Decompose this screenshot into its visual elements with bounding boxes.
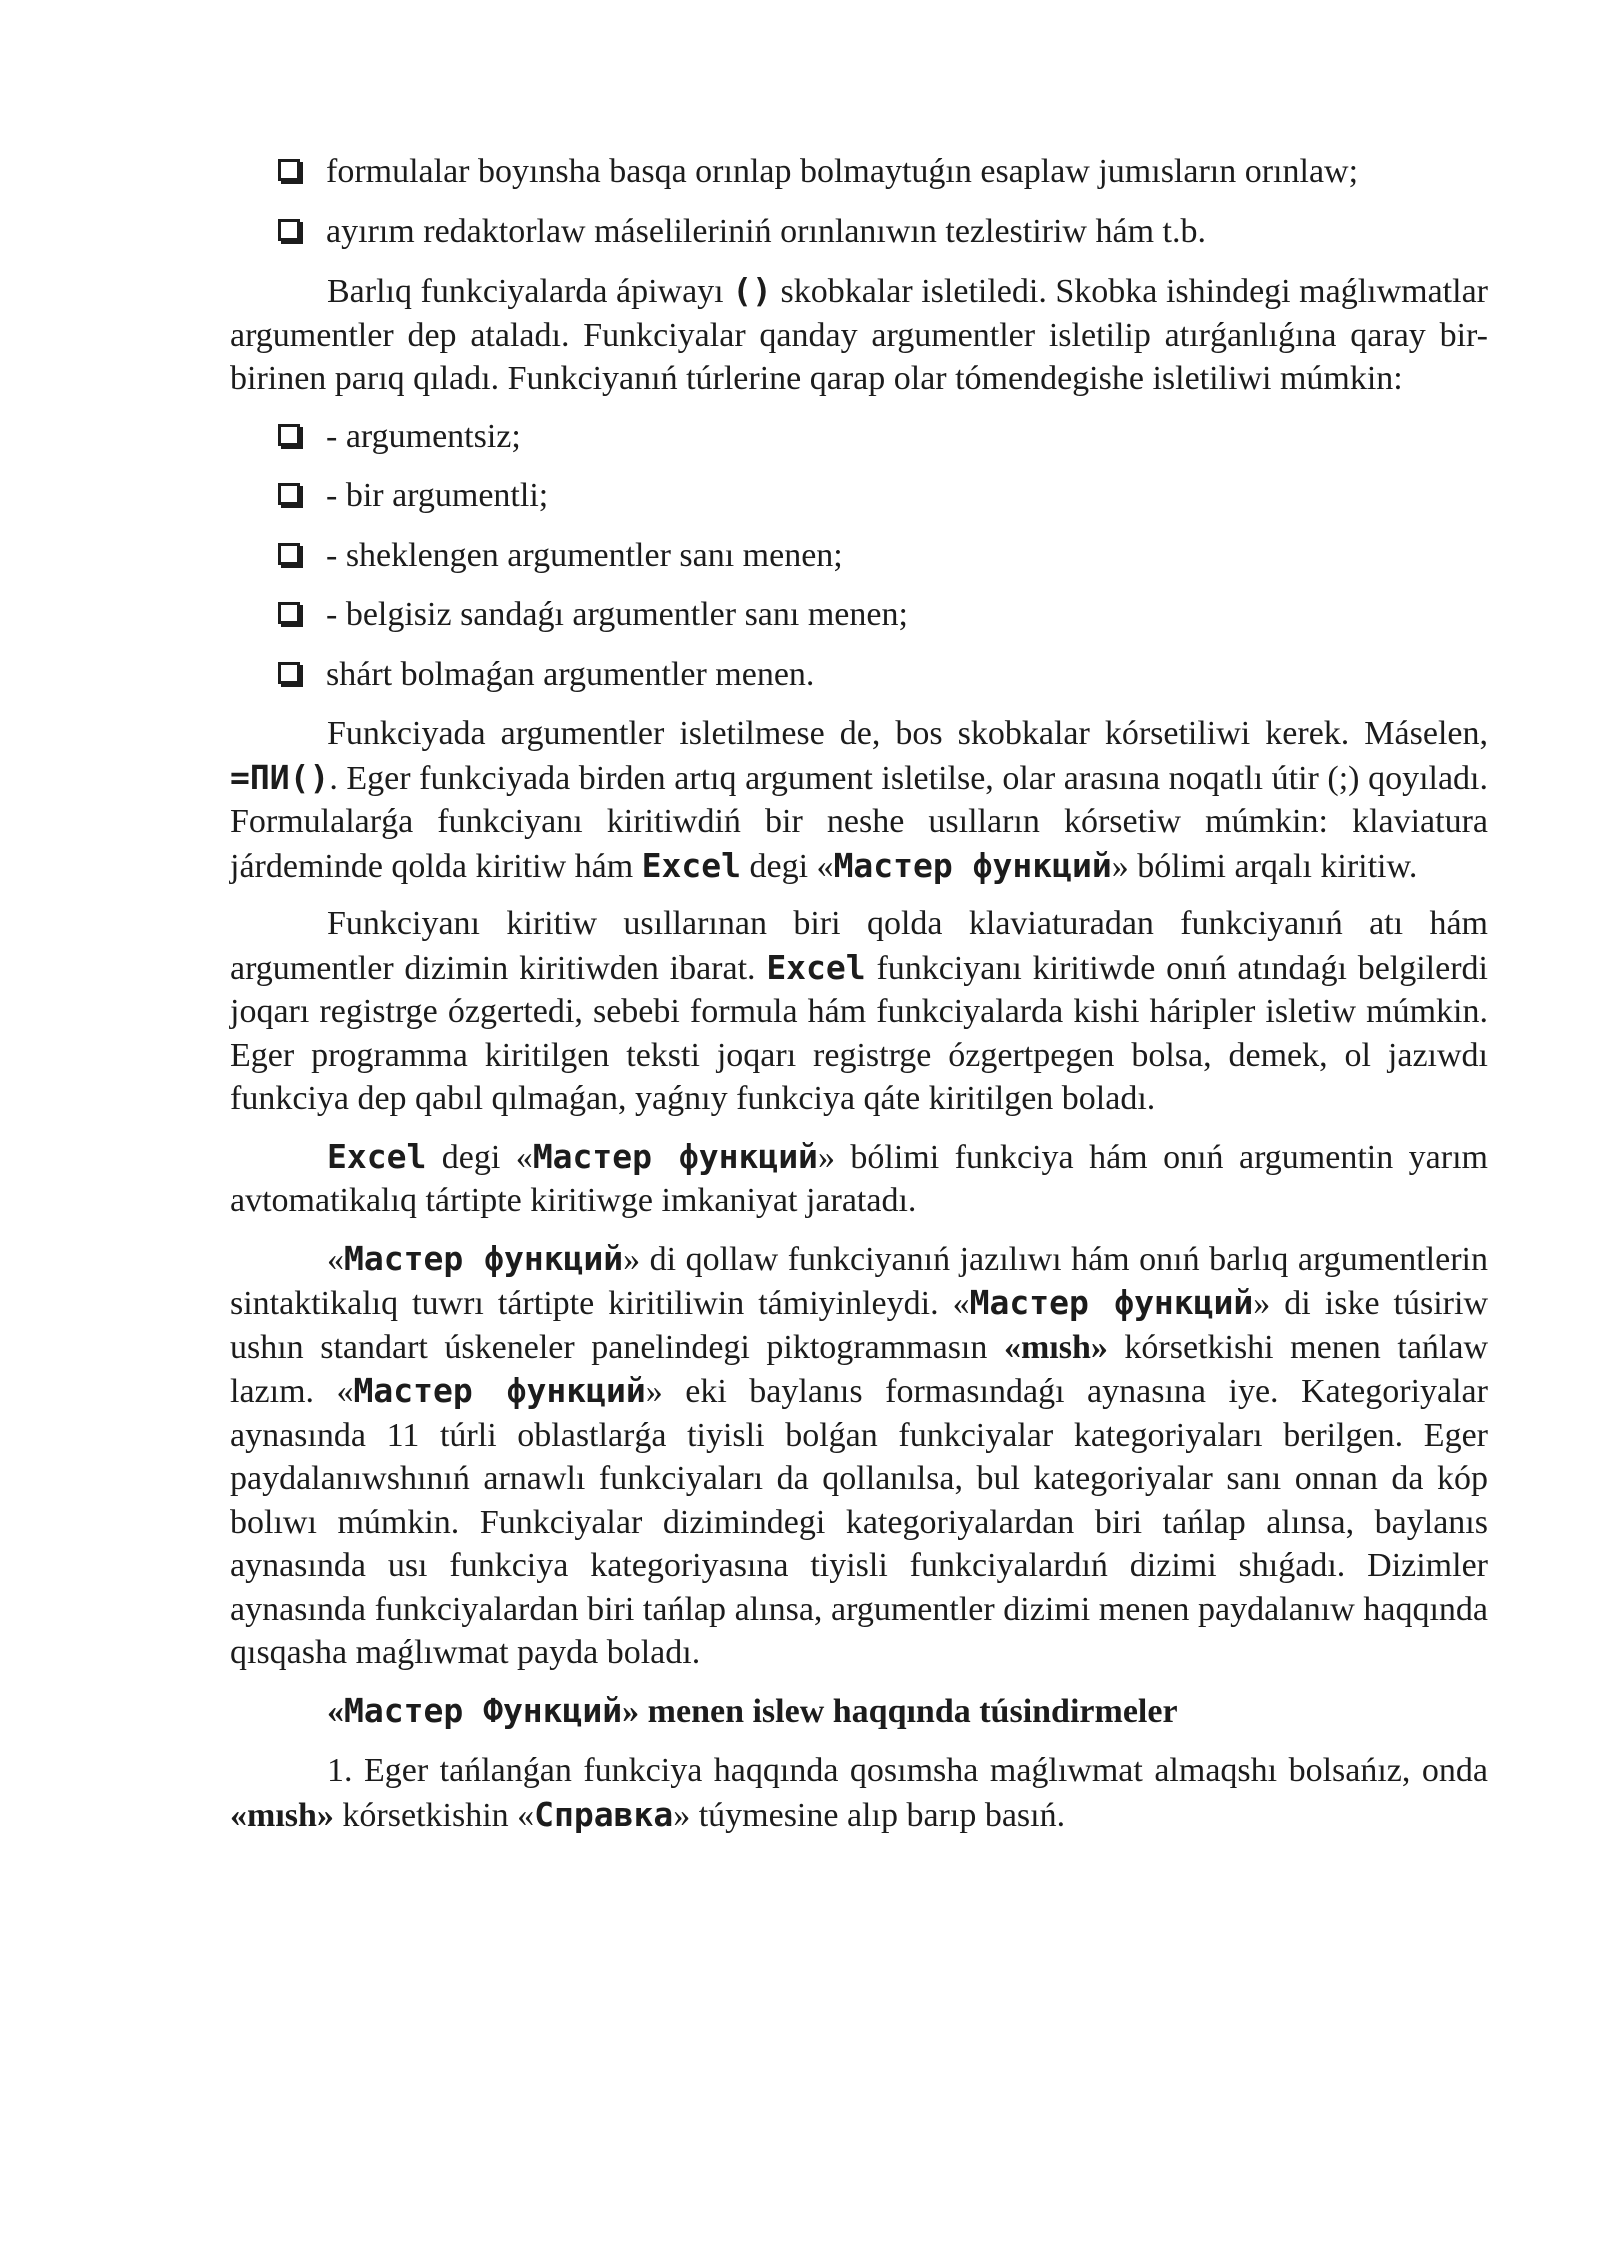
paragraph-help-step [230, 1749, 1488, 1837]
section-heading [230, 1689, 1488, 1734]
text: » bólimi funkciya hám onıń argumentin yarım avtomatikalıq tártipte kiritiwge imkaniyat jaratadı. [230, 1138, 1488, 1219]
text: funkciyanı kiritiwde onıń atındaǵı belgilerdi joqarı registrge ózgertedi, sebebi formula hám funkciyalarda kishi háripler isletiw múmkin. Eger programma kiritilgen teksti joqarı registrge ózgertpegen bolsa, demek, ol jazıwdı funkciya dep qabıl qılmaǵan, yaǵnıy funkciya qáte kiritilgen boladı. [230, 949, 1488, 1117]
text: . Eger funkciyada birden artıq argument isletilse, olar arasına noqatlı útir (;) qoyıladı. Formulalarǵa funkciyanı kiritiwdiń bir neshe usılların kórsetiw múmkin: klaviatura járdeminde qolda kiritiw hám [230, 759, 1488, 885]
checkbox-bullet-icon [278, 602, 300, 624]
text: Funkciyada argumentler isletilmese de, bos skobkalar kórsetiliwi kerek. Máselen, [327, 715, 1488, 752]
checkbox-bullet-icon [278, 662, 300, 684]
text: » di qollaw funkciyanıń jazılıwı hám onıń barlıq argumentlerin sintaktikalıq tuwrı tártipte kiritiliwin támiyinleydi. « [230, 1240, 1488, 1322]
bullet-text: - belgisiz sandaǵı argumentler sanı menen; [326, 596, 908, 633]
bullet-item [278, 474, 1488, 518]
code-function-wizard: Мастер функций [969, 1283, 1254, 1322]
checkbox-bullet-icon [278, 543, 300, 565]
paragraph-manual-entry [230, 902, 1488, 1121]
text: 1. Eger tańlanǵan funkciya haqqında qosımsha maǵlıwmat almaqshı bolsańız, onda [327, 1752, 1488, 1789]
code-excel: Excel [327, 1136, 427, 1176]
bold-mouse-term: «mısh» [1003, 1328, 1108, 1366]
text: kórsetkishin « [333, 1796, 535, 1834]
paragraph-empty-brackets [230, 712, 1488, 888]
code-pi-function: =ПИ() [230, 757, 330, 797]
text: » bólimi arqalı kiritiw. [1111, 847, 1418, 885]
bullet-text: ayırım redaktorlaw máselileriniń orınlanıwın tezlestiriw hám t.b. [326, 212, 1206, 250]
text: » túymesine alıp barıp basıń. [673, 1796, 1066, 1834]
checkbox-bullet-icon [278, 424, 300, 446]
checkbox-bullet-icon [278, 219, 300, 241]
text: degi « [741, 847, 834, 885]
bullet-item [278, 415, 1488, 459]
code-function-wizard: Мастер Функций [344, 1690, 623, 1730]
bullet-item [278, 534, 1488, 578]
text: » di iske túsiriw ushın standart úskeneler panelindegi piktogrammasın [230, 1285, 1488, 1366]
paragraph-wizard-intro [230, 1135, 1488, 1223]
code-parentheses: () [732, 271, 772, 310]
text: « [327, 1240, 344, 1278]
text: degi « [426, 1138, 533, 1176]
bullet-item [278, 653, 1488, 697]
bullet-item [278, 593, 1488, 637]
bullet-item [278, 210, 1488, 254]
bullet-text: - sheklengen argumentler sanı menen; [326, 536, 843, 574]
paragraph-wizard-usage [230, 1237, 1488, 1675]
text: » eki baylanıs formasındaǵı aynasına iye. Kategoriyalar aynasında 11 túrli oblastlarǵa tiyisli bolǵan funkciyalar kategoriyaları berilgen. Eger paydalanıwshınıń arnawlı funkciyaları da qollanılsa, bul kategoriyalar sanı onnan da kóp bolıwı múmkin. Funkciyalar dizimindegi kategoriyalardan biri tańlap alınsa, baylanıs aynasında usı funkciya kategoriyasına tiyisli funkciyalardıń dizimi shıǵadı. Dizimler aynasında funkciyalardan biri tańlap alınsa, argumentler dizimi menen paydalanıw haqqında qısqasha maǵlıwmat payda boladı. [230, 1373, 1488, 1671]
bullet-text: formulalar boyınsha basqa orınlap bolmaytuǵın esaplaw jumısların orınlaw; [326, 153, 1359, 190]
paragraph-arguments-intro [230, 269, 1488, 401]
text: Funkciyanı kiritiw usıllarınan biri qolda klaviaturadan funkciyanıń atı hám argumentler dizimin kiritiwden ibarat. [230, 905, 1488, 987]
code-function-wizard: Мастер функций [344, 1238, 624, 1278]
bullet-text: shárt bolmaǵan argumentler menen. [326, 655, 815, 693]
code-function-wizard: Мастер функций [532, 1136, 818, 1176]
text: Barlıq funkciyalarda ápiwayı [327, 273, 733, 310]
code-help-button: Справка [534, 1794, 674, 1834]
checkbox-bullet-icon [278, 159, 300, 181]
text: skobkalar isletiledi. Skobka ishindegi maǵlıwmatlar argumentler dep ataladı. Funkciyalar qanday argumentler isletilip atırǵanlıǵına qaray bir-birinen parıq qıladı. Funkciyanıń túrlerine qarap olar tómendegishe isletiliwi múmkin: [230, 273, 1488, 397]
bullet-text: - argumentsiz; [326, 417, 521, 455]
code-excel: Excel [641, 845, 742, 885]
text: « [327, 1692, 344, 1730]
code-excel: Excel [766, 947, 866, 987]
text: kórsetkishi menen tańlaw lazım. « [230, 1328, 1488, 1410]
bold-mouse-term: «mısh» [230, 1796, 334, 1834]
bullet-item [278, 150, 1488, 194]
code-function-wizard: Мастер функций [353, 1371, 646, 1410]
text: » menen islew haqqında túsindirmeler [622, 1692, 1178, 1730]
code-function-wizard: Мастер функций [833, 845, 1112, 885]
checkbox-bullet-icon [278, 483, 300, 505]
bullet-text: - bir argumentli; [326, 477, 549, 514]
